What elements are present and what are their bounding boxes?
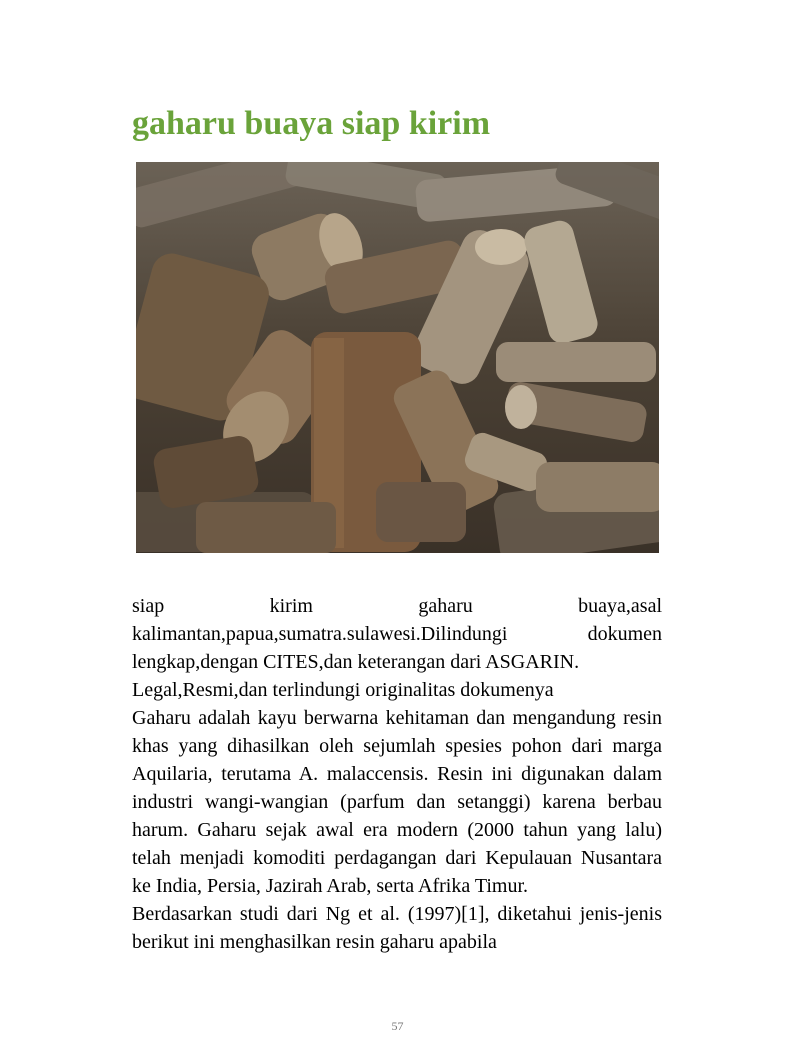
paragraph-legal: Legal,Resmi,dan terlindungi originalitas dokumenya [132, 679, 554, 701]
page-number: 57 [391, 1019, 404, 1033]
body-text [132, 592, 662, 956]
paragraph-species-study: Berdasarkan studi dari Ng et al. (1997)[1], diketahui jenis-jenis berikut ini menghasilkan resin gaharu apabila [132, 903, 662, 953]
agarwood-logs-photo [136, 162, 659, 553]
paragraph-gaharu-description: Gaharu adalah kayu berwarna kehitaman dan mengandung resin khas yang dihasilkan oleh sejumlah spesies pohon dari marga Aquilaria, terutama A. malaccensis. Resin ini digunakan dalam industri wangi-wangian (parfum dan setanggi) karena berbau harum. Gaharu sejak awal era modern (2000 tahun yang lalu) telah menjadi komoditi perdagangan dari Kepulauan Nusantara ke India, Persia, Jazirah Arab, serta Afrika Timur. [132, 707, 662, 897]
paragraph-intro: siap kirim gaharu buaya,asal kalimantan,papua,sumatra.sulawesi.Dilindungi dokumen lengkap,dengan CITES,dan keterangan dari ASGARIN. [132, 595, 662, 673]
page-title: gaharu buaya siap kirim [132, 105, 491, 142]
